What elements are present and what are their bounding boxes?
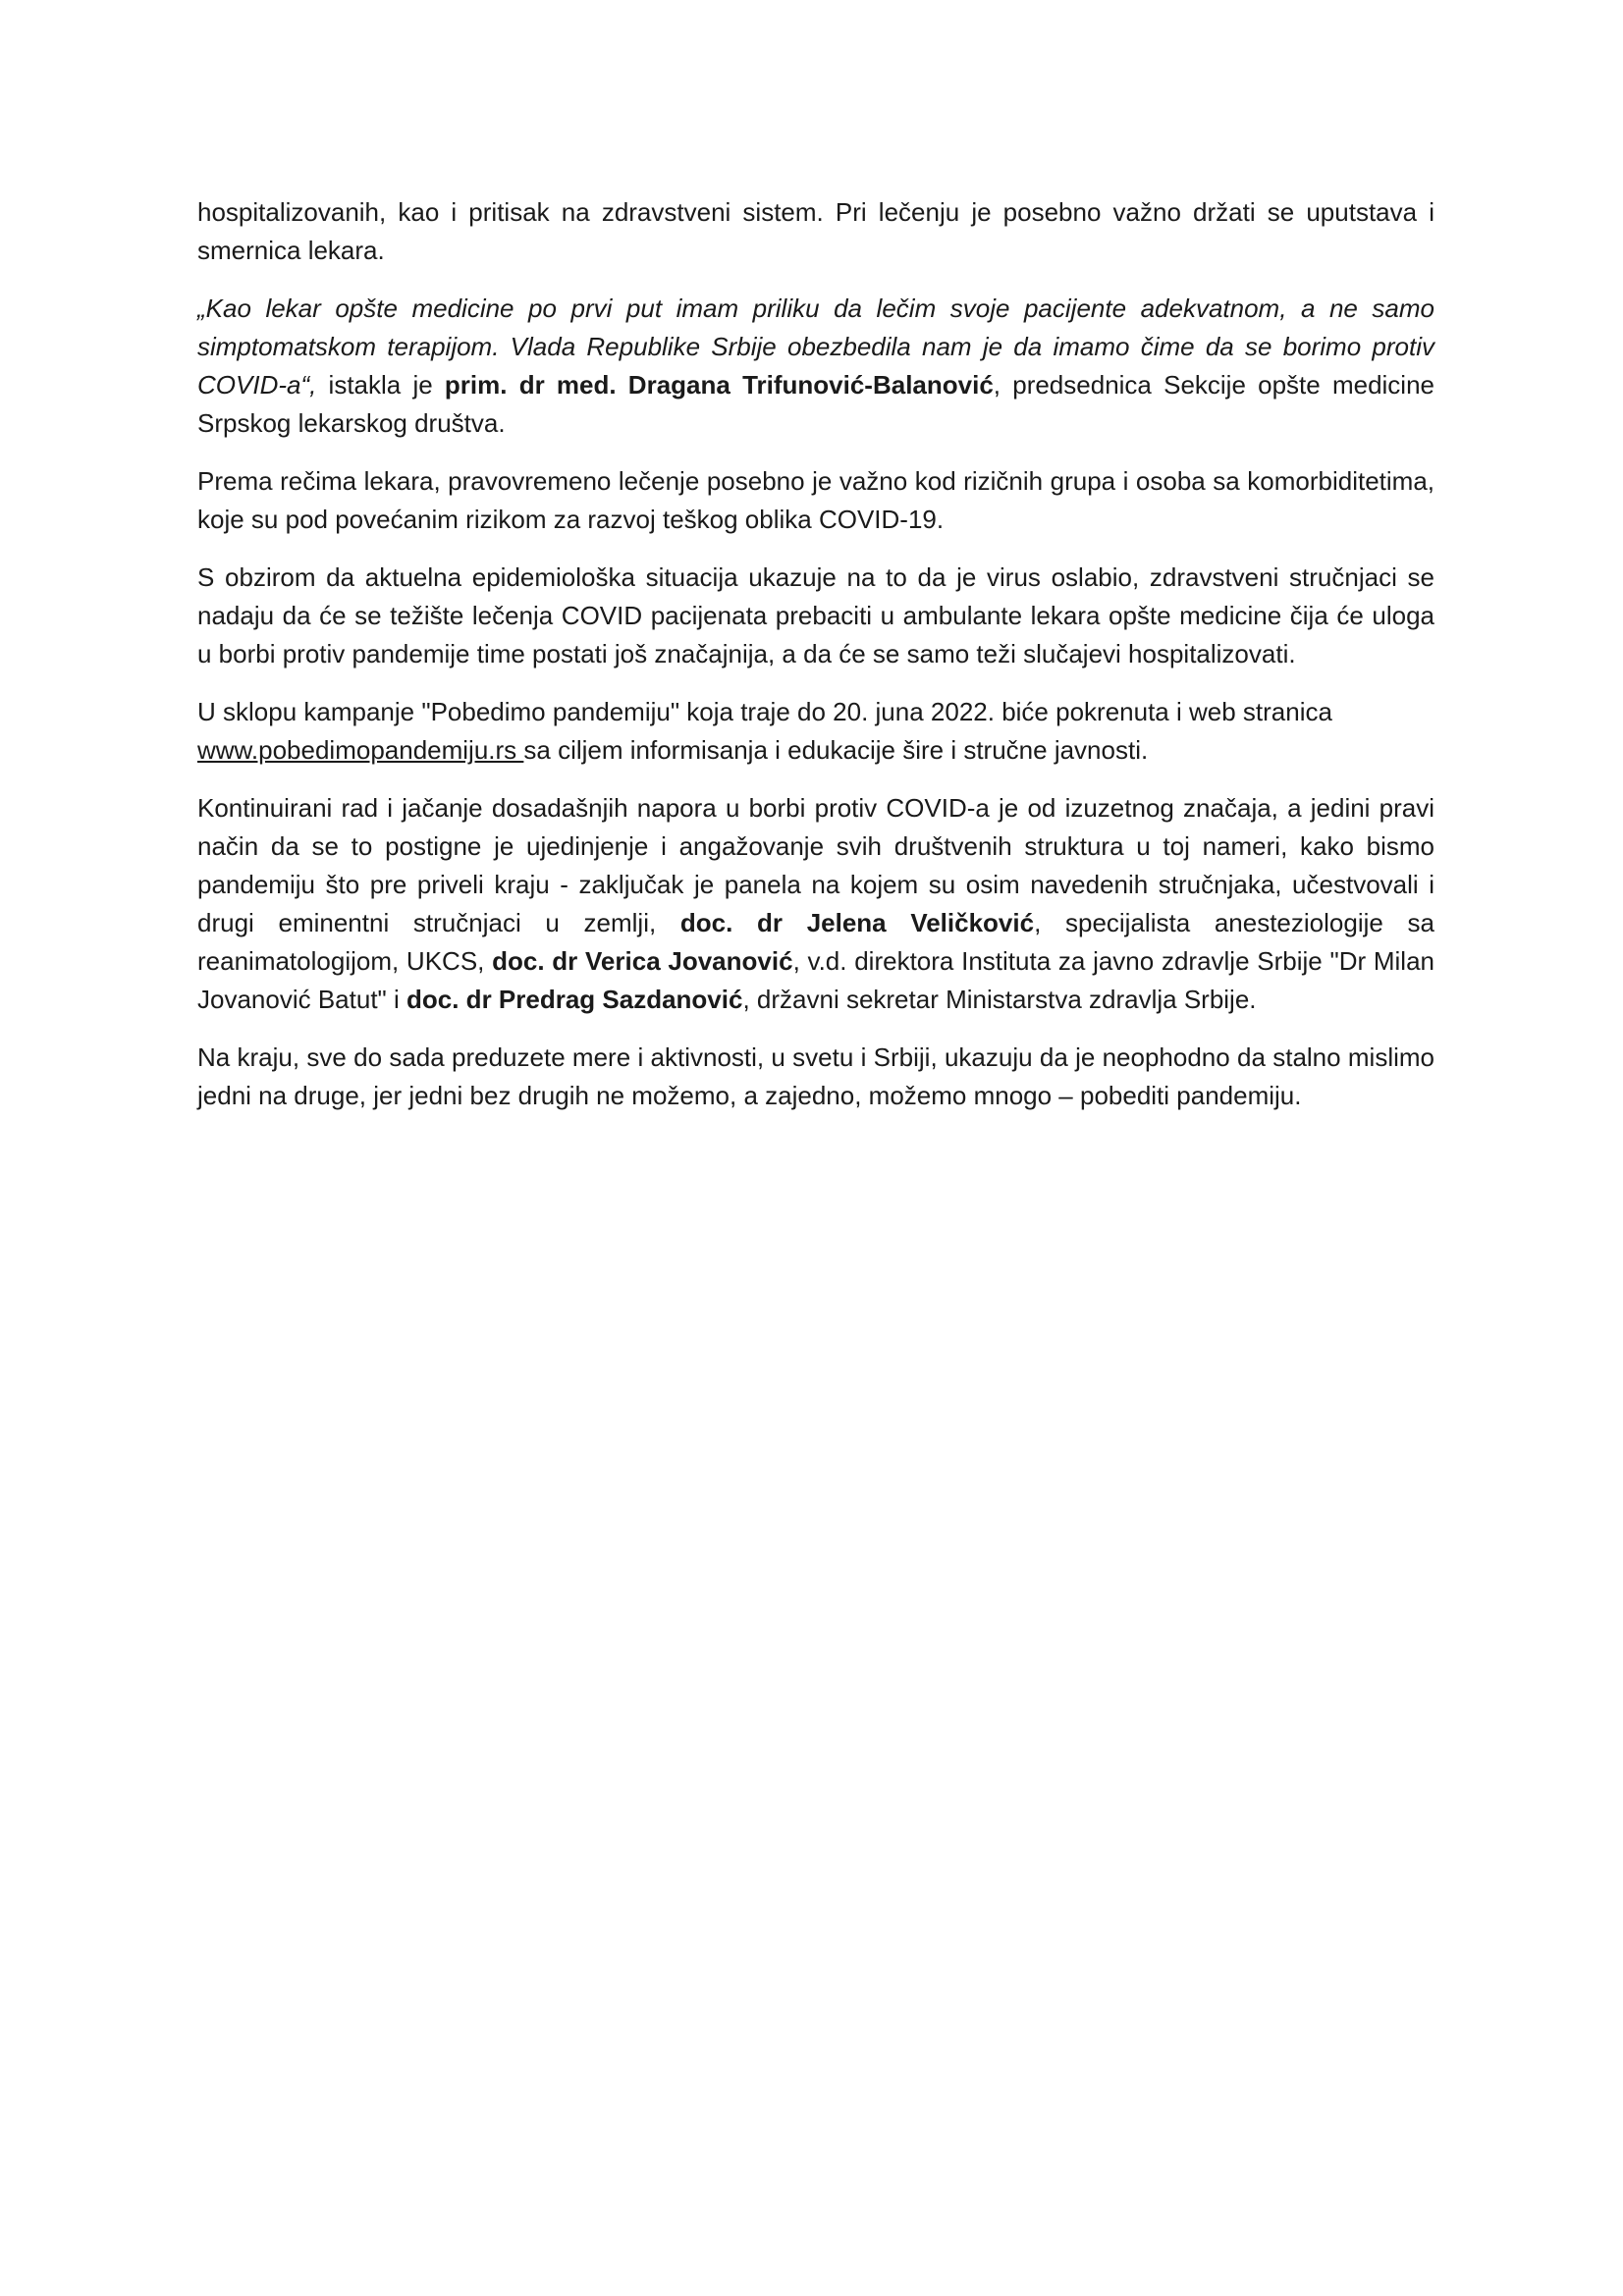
paragraph-panel [197, 789, 1434, 1019]
quote-attribution: istakla je [316, 370, 445, 400]
paragraph-epidemiology [197, 559, 1434, 673]
paragraph-hospitalization [197, 193, 1434, 270]
paragraph-text: hospitalizovanih, kao i pritisak na zdravstveni sistem. Pri lečenju je posebno važno držati se uputstava i smernica lekara. [197, 197, 1434, 265]
panelist-role-2: , v.d. direktora Instituta za javno zdravlje Srbije "Dr Milan Jovanović Batut" i [197, 946, 1434, 1014]
paragraph-text: Na kraju, sve do sada preduzete mere i aktivnosti, u svetu i Srbiji, ukazuju da je neophodno da stalno mislimo jedni na druge, jer jedni bez drugih ne možemo, a zajedno, možemo mnogo – pobediti pandemiju. [197, 1042, 1434, 1110]
campaign-text-end: sa ciljem informisanja i edukacije šire i stručne javnosti. [523, 735, 1149, 765]
paragraph-conclusion [197, 1039, 1434, 1115]
panel-text: Kontinuirani rad i jačanje dosadašnjih napora u borbi protiv COVID-a je od izuzetnog značaja, a jedini pravi način da se to postigne je ujedinjenje i angažovanje svih društvenih struktura u toj nameri, kako bismo pandemiju što pre priveli kraju - zaključak je panela na kojem su osim navedenih stručnjaka, učestvovali i drugi eminentni stručnjaci u zemlji, [197, 793, 1434, 937]
quote-text: „Kao lekar opšte medicine po prvi put imam priliku da lečim svoje pacijente adekvatnom, a ne samo simptomatskom terapijom. Vlada Republike Srbije obezbedila nam je da imamo čime da se borimo protiv COVID-a“, [197, 294, 1434, 400]
paragraph-quote [197, 290, 1434, 443]
panelist-name-2: doc. dr Verica Jovanović [492, 946, 793, 976]
panelist-name-3: doc. dr Predrag Sazdanović [406, 985, 743, 1014]
document-body [197, 193, 1434, 1135]
panelist-role-1: , specijalista anesteziologije sa reanimatologijom, UKCS, [197, 908, 1434, 976]
panelist-name-1: doc. dr Jelena Veličković [679, 908, 1035, 937]
paragraph-text: Prema rečima lekara, pravovremeno lečenje posebno je važno kod rizičnih grupa i osoba sa komorbiditetima, koje su pod povećanim rizikom za razvoj teškog oblika COVID-19. [197, 466, 1434, 534]
paragraph-risk-groups [197, 462, 1434, 539]
campaign-text: U sklopu kampanje "Pobedimo pandemiju" koja traje do 20. juna 2022. biće pokrenuta i web stranica [197, 697, 1332, 726]
campaign-website-link[interactable]: www.pobedimopandemiju.rs [197, 735, 524, 765]
panelist-role-3: , državni sekretar Ministarstva zdravlja Srbije. [742, 985, 1257, 1014]
speaker-role: , predsednica Sekcije opšte medicine Srpskog lekarskog društva. [197, 370, 1434, 438]
speaker-name: prim. dr med. Dragana Trifunović-Balanović [444, 370, 994, 400]
paragraph-text: S obzirom da aktuelna epidemiološka situacija ukazuje na to da je virus oslabio, zdravstveni stručnjaci se nadaju da će se težište lečenja COVID pacijenata prebaciti u ambulante lekara opšte medicine čija će uloga u borbi protiv pandemije time postati još značajnija, a da će se samo teži slučajevi hospitalizovati. [197, 562, 1434, 668]
paragraph-campaign [197, 693, 1434, 770]
